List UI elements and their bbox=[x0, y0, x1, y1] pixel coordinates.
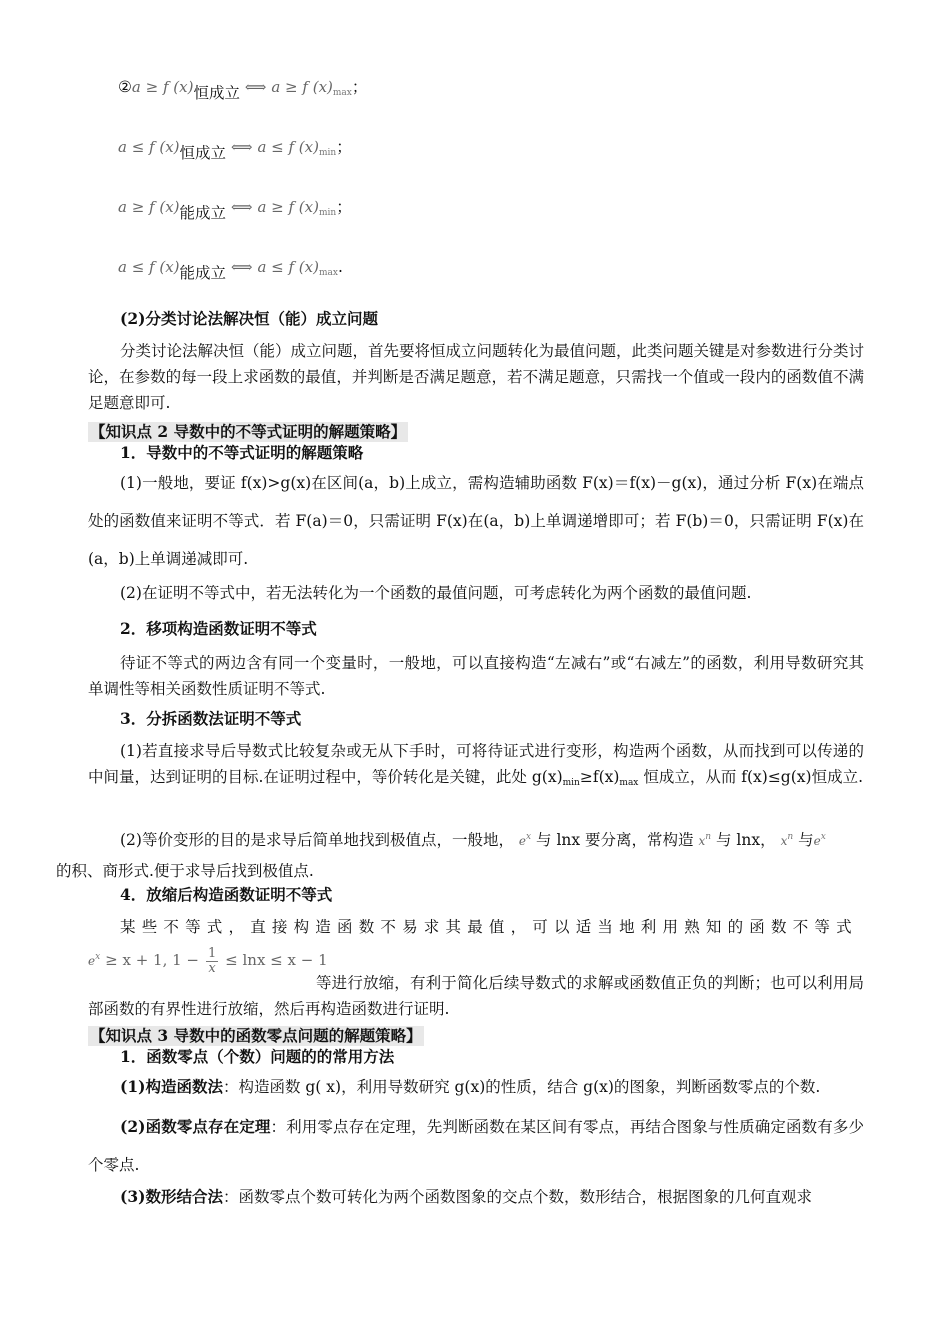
text-run: 的积、商形式.便于求导后找到极值点. bbox=[56, 862, 314, 880]
text-run: ：利用零点存在定理，先判断函数在某区间有零点，再结合图象与性质确定函数有多少个零点. bbox=[88, 1118, 864, 1174]
subsection-heading: 2．移项构造函数证明不等式 bbox=[120, 619, 317, 638]
subscript: max bbox=[619, 778, 639, 788]
math-x: x bbox=[698, 834, 706, 848]
paragraph: 等进行放缩，有利于简化后续导数式的求解或函数值正负的判断；也可以利用局部函数的有界性进行放缩，然后再构造函数进行证明. bbox=[88, 974, 864, 1018]
text-run: (2)等价变形的目的是求导后简单地找到极值点，一般地， bbox=[120, 831, 514, 849]
kp-label-text: 【知识点 2 导数中的不等式证明的解题策略】 bbox=[90, 422, 407, 441]
text-run: 与 lnx 要分离，常构造 bbox=[531, 831, 694, 849]
math-exp: x bbox=[95, 952, 101, 962]
paragraph bbox=[88, 1108, 864, 1184]
kp-label-text: 【知识点 3 导数中的函数零点问题的解题策略】 bbox=[90, 1026, 422, 1045]
math-exp: x bbox=[526, 832, 532, 842]
equiv-condition: 能成立 bbox=[179, 204, 227, 222]
math-exp: x bbox=[820, 832, 826, 842]
equiv-lhs: a ≥ f (x) bbox=[131, 78, 194, 96]
paragraph: (2)在证明不等式中，若无法转化为一个函数的最值问题，可考虑转化为两个函数的最值问题. bbox=[120, 584, 752, 602]
equiv-sub: min bbox=[318, 148, 337, 158]
equiv-arrow: ⟺ bbox=[230, 198, 253, 216]
paragraph bbox=[88, 1184, 864, 1210]
math-inequality: ≥ x + 1, 1 − bbox=[105, 951, 199, 969]
equiv-line-2 bbox=[118, 134, 894, 166]
paragraph-line: 某些不等式，直接构造函数不易求其最值，可以适当地利用熟知的函数不等式 bbox=[120, 918, 858, 936]
math-exp: n bbox=[787, 832, 794, 842]
equiv-arrow: ⟺ bbox=[230, 138, 253, 156]
paragraph bbox=[88, 1074, 864, 1100]
math-exp: n bbox=[705, 832, 712, 842]
equiv-condition: 能成立 bbox=[179, 264, 227, 282]
subsection-heading: 1．导数中的不等式证明的解题策略 bbox=[120, 443, 364, 462]
math-e: e bbox=[518, 834, 527, 848]
equiv-line-4 bbox=[118, 254, 894, 286]
equiv-rhs: a ≤ f (x) bbox=[257, 138, 319, 156]
subscript: min bbox=[562, 778, 580, 788]
bold-term: (3)数形结合法 bbox=[120, 1187, 223, 1206]
equiv-condition: 恒成立 bbox=[179, 144, 227, 162]
equiv-lhs: a ≥ f (x) bbox=[118, 198, 180, 216]
math-e: e bbox=[813, 834, 821, 848]
section-heading: (2)分类讨论法解决恒（能）成立问题 bbox=[120, 309, 378, 328]
text-run: 与 lnx， bbox=[711, 831, 776, 849]
fraction-denominator: x bbox=[208, 960, 216, 976]
equiv-arrow: ⟺ bbox=[230, 258, 253, 276]
text-run: 恒成立，从而 f(x)≤g(x)恒成立. bbox=[638, 768, 863, 786]
subsection-heading: 3．分拆函数法证明不等式 bbox=[120, 709, 302, 728]
equiv-rhs: a ≤ f (x) bbox=[257, 258, 319, 276]
paragraph: 分类讨论法解决恒（能）成立问题，首先要将恒成立问题转化为最值问题，此类问题关键是对参数进行分类讨论，在参数的每一段上求函数的最值，并判断是否满足题意，若不满足题意，只需找一个值或一段内的函数值不满足题意即可. bbox=[88, 342, 865, 412]
equiv-end: ； bbox=[336, 198, 352, 216]
equiv-sub: max bbox=[318, 268, 338, 278]
fraction-numerator: 1 bbox=[207, 945, 217, 961]
equiv-line-1 bbox=[118, 74, 894, 106]
subsection-heading: 1．函数零点（个数）问题的的常用方法 bbox=[120, 1047, 395, 1066]
equiv-end: ； bbox=[336, 138, 352, 156]
circled-number: ② bbox=[118, 78, 132, 96]
equiv-end: . bbox=[337, 258, 343, 276]
text-run: ≥f(x) bbox=[579, 768, 620, 786]
equiv-rhs: a ≥ f (x) bbox=[257, 198, 319, 216]
text-run: ：构造函数 g( x)，利用导数研究 g(x)的性质，结合 g(x)的图象，判断函数零点的个数. bbox=[222, 1078, 821, 1096]
equiv-sub: min bbox=[318, 208, 337, 218]
text-run: (1)若直接求导后导数式比较复杂或无从下手时，可将待证式进行变形，构造两个函数，从而找到可以传递的中间量，达到证明的目标.在证明过程中，等价转化是关键，此处 g(x) bbox=[88, 742, 864, 786]
paragraph: 待证不等式的两边含有同一个变量时，一般地，可以直接构造“左减右”或“右减左”的函数，利用导数研究其单调性等相关函数性质证明不等式. bbox=[88, 654, 864, 698]
equiv-end: ； bbox=[351, 78, 368, 96]
text-run: 与 bbox=[793, 831, 814, 849]
equiv-sub: max bbox=[332, 88, 352, 98]
equiv-rhs: a ≥ f (x) bbox=[271, 78, 333, 96]
subsection-heading: 4．放缩后构造函数证明不等式 bbox=[120, 885, 333, 904]
equiv-lhs: a ≤ f (x) bbox=[118, 258, 180, 276]
equiv-condition: 恒成立 bbox=[193, 84, 240, 102]
math-x: x bbox=[780, 834, 788, 848]
math-e: e bbox=[88, 954, 96, 968]
bold-term: (1)构造函数法 bbox=[120, 1077, 223, 1096]
equiv-arrow: ⟺ bbox=[244, 78, 267, 96]
bold-term: (2)函数零点存在定理 bbox=[120, 1117, 271, 1136]
paragraph bbox=[88, 738, 864, 796]
text-run: ：函数零点个数可转化为两个函数图象的交点个数，数形结合，根据图象的几何直观求 bbox=[222, 1188, 812, 1206]
paragraph bbox=[56, 822, 864, 886]
paragraph: (1)一般地，要证 f(x)>g(x)在区间(a，b)上成立，需构造辅助函数 F(x)＝f(x)－g(x)，通过分析 F(x)在端点处的函数值来证明不等式．若 F(a)＝0，只需证明 F(x)在(a，b)上单调递增即可；若 F(b)＝0，只需证明 F(x)在(a，b)上单调递减即可. bbox=[88, 474, 864, 568]
equiv-line-3 bbox=[118, 194, 894, 226]
math-inequality: ≤ lnx ≤ x − 1 bbox=[225, 951, 328, 969]
equiv-lhs: a ≤ f (x) bbox=[118, 138, 180, 156]
